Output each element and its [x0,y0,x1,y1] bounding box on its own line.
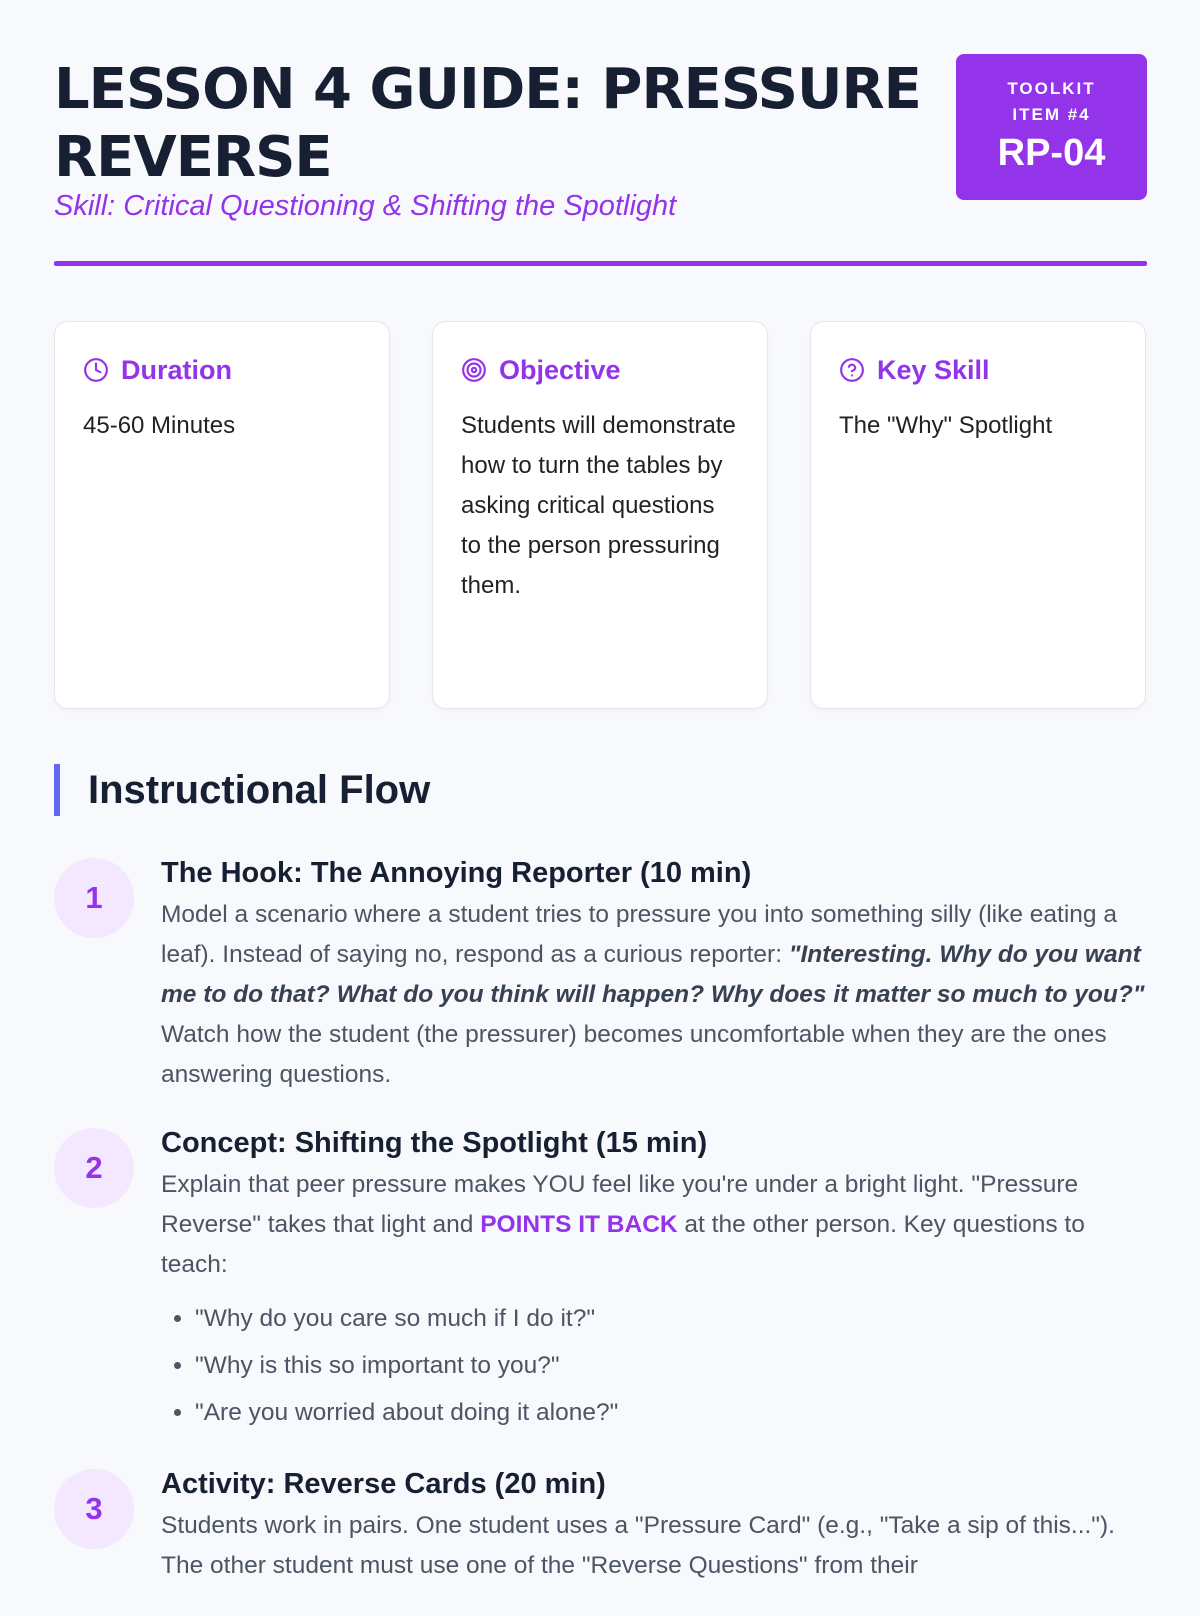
step-text: Model a scenario where a student tries to pressure you into something silly (like eating a leaf). Instead of saying no, respond as a curious reporter: "Interesting. Why do you want me to do that? What do you think will happen? Why does it matter so much to you?" Watch how the student (the pressurer) becomes uncomfortable when they are the ones answering questions. [161,901,1145,1088]
lesson-guide-page [54,0,1147,1579]
header-divider [54,261,1147,266]
step-title: Activity: Reverse Cards (20 min) [161,1468,606,1500]
question-icon [839,357,865,383]
step-item [54,855,1147,1095]
step-item [54,1125,1147,1436]
card-title: Duration [121,354,232,385]
step-quote: "Interesting. Why do you want me to do that? What do you think will happen? Why does it matter so much to you?" [161,941,1145,1008]
step-accent: POINTS IT BACK [480,1211,678,1238]
page-title: LESSON 4 GUIDE: PRESSURE REVERSE [54,57,921,190]
list-item: • "Are you worried about doing it alone?" [195,1389,1147,1436]
card-body: The "Why" Spotlight [839,412,1053,439]
question-list [161,1295,1147,1436]
toolkit-badge [956,54,1147,200]
list-item: • "Why do you care so much if I do it?" [195,1295,1147,1342]
badge-label: TOOLKIT ITEM #4 [1007,79,1096,124]
section-title: Instructional Flow [54,764,430,816]
target-icon [461,357,487,383]
header [54,0,1147,266]
card-title: Objective [499,354,621,385]
card-key-skill [810,321,1146,709]
step-number: 2 [54,1128,134,1208]
card-title: Key Skill [877,354,990,385]
card-duration [54,321,390,709]
card-objective [432,321,768,709]
badge-code: RP-04 [997,132,1106,174]
step-item [54,1466,1147,1586]
step-list [54,855,1147,1616]
list-item: • "Why is this so important to you?" [195,1342,1147,1389]
clock-icon [83,357,109,383]
step-number: 3 [54,1469,134,1549]
step-text: Explain that peer pressure makes YOU feel like you're under a bright light. "Pressure Reverse" takes that light and POINTS IT BACK at the other person. Key questions to teach: [161,1171,1085,1278]
page-subtitle: Skill: Critical Questioning & Shifting the Spotlight [54,190,677,222]
step-text: Students work in pairs. One student uses a "Pressure Card" (e.g., "Take a sip of this..."). The other student must use one of the "Reverse Questions" from their [161,1512,1115,1579]
info-cards [54,321,1147,709]
step-title: The Hook: The Annoying Reporter (10 min) [161,857,752,889]
step-title: Concept: Shifting the Spotlight (15 min) [161,1127,708,1159]
card-body: 45-60 Minutes [83,412,236,439]
step-number: 1 [54,858,134,938]
card-body: Students will demonstrate how to turn the tables by asking critical questions to the person pressuring them. [461,412,736,599]
